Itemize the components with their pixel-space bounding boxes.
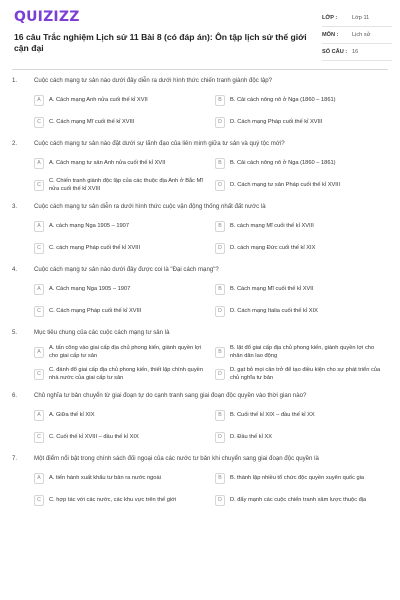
option-letter-box[interactable]: B — [215, 410, 225, 421]
question-header — [12, 265, 388, 274]
option-letter-box[interactable]: A — [34, 158, 44, 169]
option-text: D. cách mạng Đức cuối thế kỉ XIX — [230, 245, 316, 251]
question-text: Cuộc cách mạng tư sản nào dưới đây được coi là "Đại cách mạng"? — [34, 266, 219, 273]
option-letter-box[interactable]: B — [215, 158, 225, 169]
answer-option[interactable] — [215, 429, 386, 445]
option-text: D. Đầu thế kỉ XX — [230, 434, 273, 440]
meta-value: Lịch sử — [352, 32, 371, 38]
meta-key: LỚP : — [322, 15, 338, 21]
question-item — [12, 265, 388, 319]
answer-option[interactable] — [215, 155, 386, 171]
meta-row-count — [322, 44, 392, 61]
option-letter-box[interactable]: C — [34, 432, 44, 443]
option-letter-box[interactable]: B — [215, 284, 225, 295]
question-item — [12, 328, 388, 382]
option-text: D. Cách mạng Pháp cuối thế kỉ XVIII — [230, 119, 323, 125]
option-letter-box[interactable]: B — [215, 95, 225, 106]
question-text: Cuộc cách mạng tư sản nào dưới đây diễn ra dưới hình thức chiến tranh giành độc lập? — [34, 77, 273, 84]
meta-box — [322, 10, 392, 61]
option-letter-box[interactable]: D — [215, 180, 225, 191]
answer-option[interactable] — [34, 492, 205, 508]
answer-options — [34, 470, 386, 508]
option-text: B. lật đổ giai cấp địa chủ phong kiến, giành quyền lợi cho nhân dân lao động — [230, 345, 375, 359]
option-letter-box[interactable]: B — [215, 221, 225, 232]
option-text: D. đẩy mạnh các cuộc chiến tranh xâm lược thuộc địa — [230, 497, 367, 503]
option-text: A. tiến hành xuất khẩu tư bản ra nước ngoài — [49, 475, 161, 481]
option-letter-box[interactable]: C — [34, 369, 44, 380]
option-letter-box[interactable]: B — [215, 473, 225, 484]
question-header — [12, 139, 388, 148]
answer-option[interactable] — [215, 492, 386, 508]
question-number: 4. — [12, 266, 18, 273]
answer-option[interactable] — [34, 303, 205, 319]
answer-option[interactable] — [34, 155, 205, 171]
option-text: B. Cải cách nông nô ở Nga (1860 – 1861) — [230, 97, 336, 103]
answer-option[interactable] — [215, 177, 386, 193]
answer-option[interactable] — [215, 281, 386, 297]
option-letter-box[interactable]: C — [34, 243, 44, 254]
question-number: 2. — [12, 140, 18, 147]
option-text: C. cách mạng Pháp cuối thế kỉ XVIII — [49, 245, 141, 251]
answer-option[interactable] — [215, 470, 386, 486]
question-item — [12, 76, 388, 130]
answer-option[interactable] — [215, 218, 386, 234]
option-text: A. tấn công vào giai cấp địa chủ phong kiến, giành quyền lợi cho giai cấp tư sản — [49, 345, 202, 359]
question-number: 7. — [12, 455, 18, 462]
answer-option[interactable] — [215, 366, 386, 382]
answer-option[interactable] — [34, 281, 205, 297]
question-number: 3. — [12, 203, 18, 210]
question-number: 6. — [12, 392, 18, 399]
option-letter-box[interactable]: A — [34, 410, 44, 421]
meta-value: 16 — [352, 49, 359, 55]
page-title: 16 câu Trắc nghiệm Lịch sử 11 Bài 8 (có đáp án): Ôn tập lịch sử thế giới cận đại — [14, 32, 307, 53]
option-letter-box[interactable]: A — [34, 95, 44, 106]
meta-row-class — [322, 10, 392, 27]
answer-option[interactable] — [215, 114, 386, 130]
option-letter-box[interactable]: C — [34, 495, 44, 506]
answer-option[interactable] — [34, 177, 205, 193]
meta-key: SỐ CÂU : — [322, 49, 348, 55]
option-text: B. Cách mạng Mĩ cuối thế kỉ XVII — [230, 286, 314, 292]
worksheet-header — [0, 0, 400, 70]
meta-key: MÔN : — [322, 32, 339, 38]
answer-option[interactable] — [215, 303, 386, 319]
answer-options — [34, 344, 386, 382]
question-number: 5. — [12, 329, 18, 336]
question-header — [12, 391, 388, 400]
option-letter-box[interactable]: D — [215, 369, 225, 380]
answer-options — [34, 155, 386, 193]
question-text: Một điểm nổi bật trong chính sách đối ngoại của các nước tư bản khi chuyển sang giai đoạn độc quyền là — [34, 455, 319, 462]
option-text: A. Cách mạng tư sản Anh nửa cuối thế kỉ XVII — [49, 160, 166, 166]
answer-option[interactable] — [215, 344, 386, 360]
quizizz-logo[interactable]: QUIZIZZ — [14, 9, 80, 25]
option-text: C. Cuối thế kỉ XVIII – đầu thế kỉ XIX — [49, 434, 139, 440]
question-header — [12, 454, 388, 463]
option-text: D. Cách mạng tư sản Pháp cuối thế kỉ XVIII — [230, 182, 341, 188]
option-letter-box[interactable]: D — [215, 243, 225, 254]
answer-option[interactable] — [34, 366, 205, 382]
option-letter-box[interactable]: C — [34, 180, 44, 191]
answer-options — [34, 407, 386, 445]
option-text: B. thành lập nhiều tổ chức độc quyền xuyên quốc gia — [230, 475, 365, 481]
option-text: C. Cách mạng Mĩ cuối thế kỉ XVIII — [49, 119, 135, 125]
option-text: B. Cải cách nông nô ở Nga (1860 – 1861) — [230, 160, 336, 166]
question-header — [12, 202, 388, 211]
answer-option[interactable] — [34, 429, 205, 445]
question-list — [12, 76, 388, 517]
answer-option[interactable] — [34, 240, 205, 256]
question-item — [12, 139, 388, 193]
answer-options — [34, 281, 386, 319]
question-header — [12, 328, 388, 337]
option-letter-box[interactable]: A — [34, 347, 44, 358]
answer-option[interactable] — [215, 92, 386, 108]
option-text: C. hợp tác với các nước, các khu vực trên thế giới — [49, 497, 177, 503]
question-number: 1. — [12, 77, 18, 84]
option-text: B. cách mạng Mĩ cuối thế kỉ XVIII — [230, 223, 314, 229]
option-text: D. Cách mạng Italia cuối thế kỉ XIX — [230, 308, 318, 314]
option-text: C. Chiến tranh giành độc lập của các thuộc địa Anh ở Bắc Mĩ nửa cuối thế kỉ XVIII — [49, 178, 203, 192]
option-letter-box[interactable]: A — [34, 473, 44, 484]
option-letter-box[interactable]: D — [215, 117, 225, 128]
answer-option[interactable] — [34, 114, 205, 130]
option-letter-box[interactable]: D — [215, 432, 225, 443]
answer-option[interactable] — [34, 218, 205, 234]
option-text: A. cách mạng Nga 1905 – 1907 — [49, 223, 129, 229]
option-letter-box[interactable]: D — [215, 495, 225, 506]
option-letter-box[interactable]: A — [34, 221, 44, 232]
meta-value: Lớp 11 — [352, 15, 370, 21]
question-item — [12, 454, 388, 508]
option-letter-box[interactable]: C — [34, 117, 44, 128]
option-letter-box[interactable]: A — [34, 284, 44, 295]
option-letter-box[interactable]: C — [34, 306, 44, 317]
option-text: A. Cách mạng Anh nửa cuối thế kỉ XVII — [49, 97, 148, 103]
answer-options — [34, 92, 386, 130]
question-header — [12, 76, 388, 85]
meta-row-subject — [322, 27, 392, 44]
answer-option[interactable] — [34, 92, 205, 108]
option-text: C. Cách mạng Pháp cuối thế kỉ XVIII — [49, 308, 142, 314]
option-letter-box[interactable]: B — [215, 347, 225, 358]
header-divider — [12, 69, 388, 70]
option-text: B. Cuối thế kỉ XIX – đầu thế kỉ XX — [230, 412, 315, 418]
answer-option[interactable] — [215, 407, 386, 423]
option-letter-box[interactable]: D — [215, 306, 225, 317]
answer-options — [34, 218, 386, 256]
answer-option[interactable] — [34, 407, 205, 423]
question-text: Mục tiêu chung của các cuộc cách mạng tư sản là — [34, 329, 170, 336]
question-text: Chủ nghĩa tư bản chuyển từ giai đoạn tự do cạnh tranh sang giai đoạn độc quyền vào thời gian nào? — [34, 392, 307, 399]
option-text: A. Cách mạng Nga 1905 – 1907 — [49, 286, 131, 292]
question-text: Cuộc cách mạng tư sản nào đặt dưới sự lãnh đạo của liên minh giữa tư sản và quý tộc mới? — [34, 140, 285, 147]
question-item — [12, 391, 388, 445]
option-text: C. đánh đổ giai cấp địa chủ phong kiến, thiết lập chính quyền nhà nước của giai cấp tư sản — [49, 367, 203, 381]
option-text: D. gạt bỏ mọi cản trở để tạo điều kiện cho sự phát triển của chủ nghĩa tư bản — [230, 367, 381, 381]
answer-option[interactable] — [34, 470, 205, 486]
answer-option[interactable] — [34, 344, 205, 360]
option-text: A. Giữa thế kỉ XIX — [49, 412, 95, 418]
question-item — [12, 202, 388, 256]
question-text: Cuộc cách mạng tư sản diễn ra dưới hình thức cuộc vận động thống nhất đất nước là — [34, 203, 266, 210]
answer-option[interactable] — [215, 240, 386, 256]
